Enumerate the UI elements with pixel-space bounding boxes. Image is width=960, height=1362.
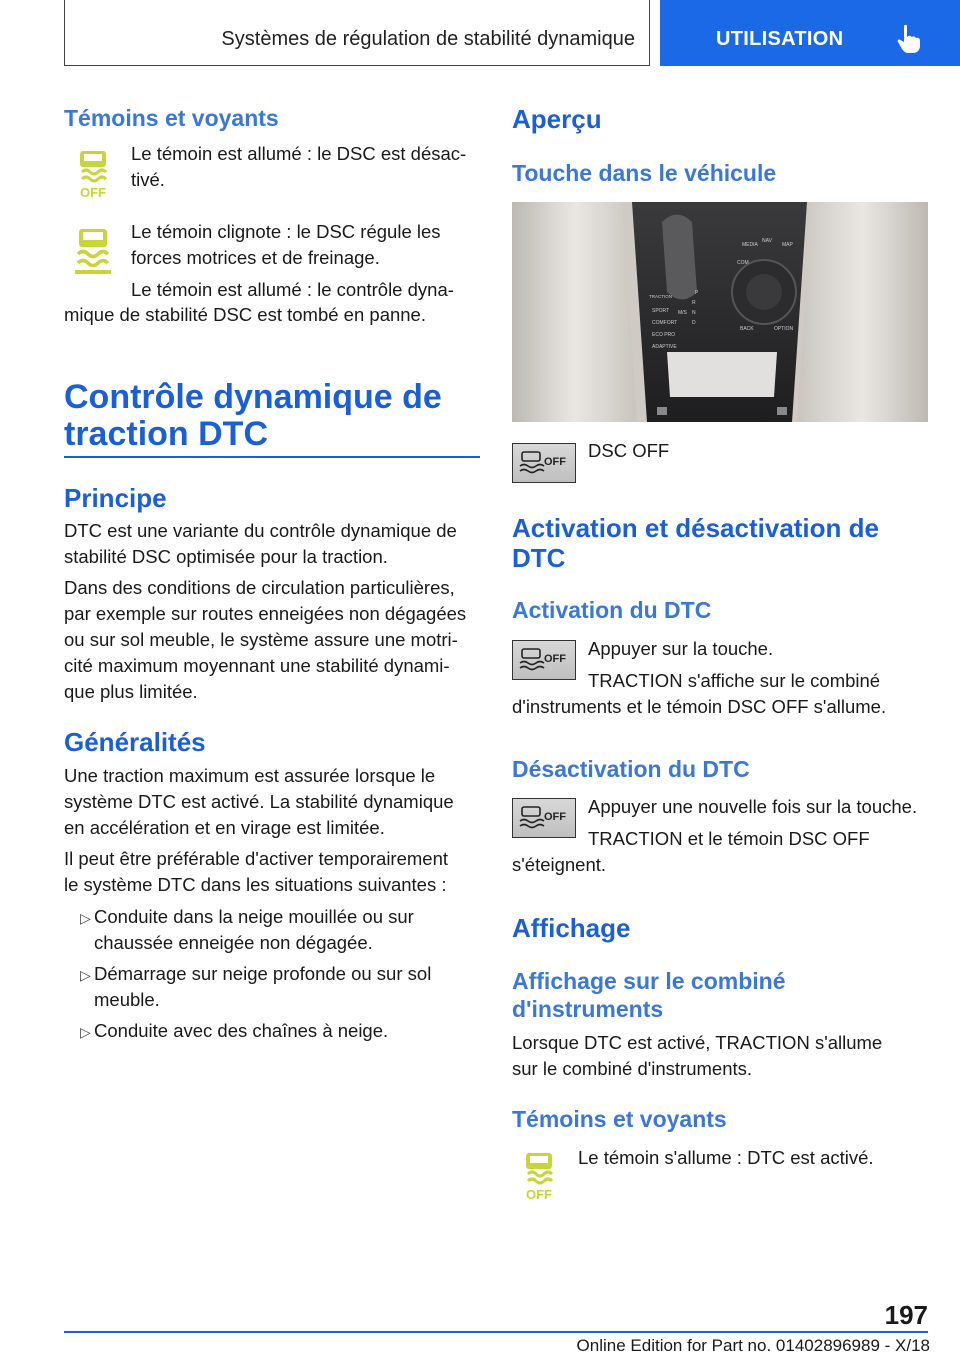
dtc-title-line1: Contrôle dynamique de — [64, 378, 442, 416]
console-label: M/S — [678, 310, 687, 316]
button-off-label: OFF — [544, 456, 566, 468]
dtc-title-line2: traction DTC — [64, 415, 268, 453]
affichage-heading: Affichage — [512, 913, 631, 943]
dsc-warning-icon — [72, 226, 114, 276]
dsc-off-button-image — [512, 798, 576, 838]
activation-p1: Appuyer sur la touche. — [588, 638, 774, 659]
desactivation-p1: Appuyer une nouvelle fois sur la touche. — [588, 796, 918, 817]
dtc-title-rule — [64, 456, 480, 458]
principe-p1-l2: stabilité DSC optimisée pour la traction. — [64, 546, 388, 567]
dtc-off-warning-icon — [522, 1150, 556, 1202]
dsc-off-button-image — [512, 443, 576, 483]
principe-p1-l1: DTC est une variante du contrôle dynamique de — [64, 520, 457, 541]
temoin1-line1: Le témoin est allumé : le DSC est désac- — [131, 143, 467, 164]
console-label: SPORT — [652, 308, 670, 314]
console-photo — [512, 202, 928, 422]
generalites-p1-l1: Une traction maximum est assurée lorsque le — [64, 765, 436, 786]
button-off-label: OFF — [544, 811, 566, 823]
bullet1-l1: Conduite dans la neige mouillée ou sur — [94, 906, 414, 927]
svg-text:OFF: OFF — [80, 185, 106, 200]
dtc-off-warning-icon — [76, 148, 110, 200]
desactivation-p2-l1: TRACTION et le témoin DSC OFF — [588, 828, 870, 849]
right-temoin-p: Le témoin s'allume : DTC est activé. — [578, 1147, 874, 1168]
header-section-tab — [660, 0, 960, 66]
generalites-p2-l1: Il peut être préférable d'activer temporairement — [64, 848, 449, 869]
header-title: Systèmes de régulation de stabilité dynamique — [221, 28, 635, 50]
bullet3-l1: Conduite avec des chaînes à neige. — [94, 1020, 389, 1041]
svg-text:OFF: OFF — [526, 1187, 552, 1202]
activation-heading: Activation du DTC — [512, 597, 712, 623]
header-section-label: UTILISATION — [716, 28, 844, 50]
principe-p2-l3: ou sur sol meuble, le système assure une motri- — [64, 629, 458, 650]
traction-car-icon — [517, 450, 545, 476]
bullet-triangle-icon: ▷ — [80, 967, 91, 983]
principe-p2-l4: cité maximum moyennant une stabilité dynami- — [64, 655, 450, 676]
generalites-p1-l2: système DTC est activé. La stabilité dynamique — [64, 791, 454, 812]
traction-car-icon — [517, 805, 545, 831]
bullet-triangle-icon: ▷ — [80, 910, 91, 926]
activation-p2-l1: TRACTION s'affiche sur le combiné — [588, 670, 881, 691]
temoin1-line2: tivé. — [131, 169, 165, 190]
bullet1-l2: chaussée enneigée non dégagée. — [94, 932, 373, 953]
traction-car-icon — [517, 647, 545, 673]
button-off-label: OFF — [544, 653, 566, 665]
activation-title-line1: Activation et désactivation de — [512, 513, 879, 543]
temoin3-line1: Le témoin est allumé : le contrôle dyna- — [131, 279, 454, 300]
console-label: P — [695, 290, 699, 296]
console-label: COM — [737, 260, 749, 266]
console-label: MEDIA — [742, 242, 758, 248]
principe-p2-l1: Dans des conditions de circulation particulières, — [64, 577, 455, 598]
footer-edition: Online Edition for Part no. 01402896989 - X/18 — [576, 1336, 930, 1355]
activation-title-line2: DTC — [512, 543, 566, 573]
bullet2-l2: meuble. — [94, 989, 160, 1010]
console-label: D — [692, 320, 696, 326]
bullet-triangle-icon: ▷ — [80, 1024, 91, 1040]
temoin2-line1: Le témoin clignote : le DSC régule les — [131, 221, 441, 242]
touche-heading: Touche dans le véhicule — [512, 160, 777, 186]
page-number: 197 — [884, 1300, 928, 1330]
bullet2-l1: Démarrage sur neige profonde ou sur sol — [94, 963, 432, 984]
footer-rule — [64, 1331, 928, 1333]
temoin3-line2: mique de stabilité DSC est tombé en panne. — [64, 304, 426, 325]
affichage-combine-l2: d'instruments — [512, 996, 664, 1022]
dsc-off-label: DSC OFF — [588, 440, 670, 461]
console-label: ECO PRO — [652, 332, 676, 338]
console-label: R — [692, 300, 696, 306]
dsc-off-button-image — [512, 640, 576, 680]
principe-p2-l5: que plus limitée. — [64, 681, 198, 702]
console-label: MAP — [782, 242, 793, 248]
desactivation-heading: Désactivation du DTC — [512, 756, 750, 782]
principe-p2-l2: par exemple sur routes enneigées non dégagées — [64, 603, 467, 624]
console-illustration — [512, 202, 928, 422]
console-label: ADAPTIVE — [652, 344, 677, 350]
generalites-heading: Généralités — [64, 727, 206, 757]
activation-p2-l2: d'instruments et le témoin DSC OFF s'allume. — [512, 696, 887, 717]
console-label: TRACTION — [649, 294, 672, 299]
principe-heading: Principe — [64, 483, 167, 513]
console-label: COMFORT — [652, 320, 678, 326]
console-label: BACK — [740, 326, 754, 332]
header-title-box — [64, 0, 650, 66]
generalites-p1-l3: en accélération et en virage est limitée. — [64, 817, 385, 838]
generalites-p2-l2: le système DTC dans les situations suivantes : — [64, 874, 447, 895]
affichage-p-l1: Lorsque DTC est activé, TRACTION s'allume — [512, 1032, 883, 1053]
hand-pointer-icon — [896, 24, 922, 54]
console-label: N — [692, 310, 696, 316]
apercu-heading: Aperçu — [512, 104, 602, 134]
console-label: NAV — [762, 238, 772, 244]
console-label: OPTION — [774, 326, 794, 332]
affichage-p-l2: sur le combiné d'instruments. — [512, 1058, 753, 1079]
desactivation-p2-l2: s'éteignent. — [512, 854, 607, 875]
temoin2-line2: forces motrices et de freinage. — [131, 247, 380, 268]
left-temoins-heading: Témoins et voyants — [64, 105, 279, 131]
right-temoins-heading: Témoins et voyants — [512, 1106, 727, 1132]
affichage-combine-l1: Affichage sur le combiné — [512, 968, 786, 994]
